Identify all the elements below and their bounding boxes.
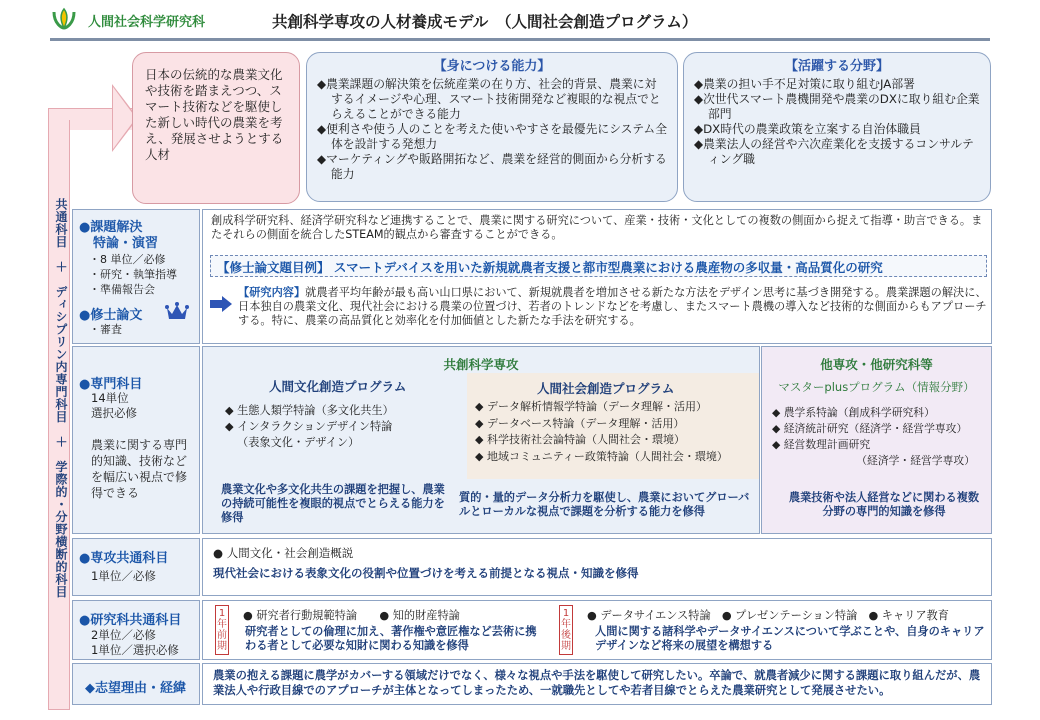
crown-icon (165, 302, 189, 322)
major-common-label (72, 538, 200, 596)
prog2-list (475, 399, 728, 465)
prog1-title: 人間文化創造プログラム (269, 379, 407, 394)
specialty-title: ●専門科目 (79, 377, 143, 392)
school-common-sub1: 2単位／必修 (91, 628, 156, 642)
prog1-item: ◆ 生態人類学特論（多文化共生） (225, 404, 394, 417)
thesis-sub-item: ・研究・執筆指導 (89, 268, 177, 281)
field-item: ◆農業の担い手不足対策に取り組むJA部署 (694, 77, 915, 91)
prog1-list (225, 403, 394, 451)
prog1-summary: 農業文化や多文化共生の課題を把握し、農業の持続可能性を複眼的視点でとらえる能力を修得 (221, 483, 445, 524)
prog2-item: ◆ 地域コミュニティー政策特論（人間社会・環境） (475, 449, 728, 463)
ability-item: ◆便利さや使う人のことを考えた使いやすさを最優先にシステム全体を設計する発想力 (317, 122, 668, 151)
thesis-sub-list (89, 252, 177, 297)
specialty-label (72, 346, 200, 534)
motivation-text: 農業の抱える課題に農学がカバーする領域だけでなく、様々な視点や手法を駆使して研究したい。卒論で、就農者減少に関する課題に取り組んだが、農業法人や行政目線でのアプローチが主体となってしまったため、一就職先としてや若者目線でとらえた農業研究として発展させたい。 (213, 669, 981, 697)
term-tag-1: 1年前期 (215, 605, 229, 655)
term2-summary: 人間に関する諸科学やデータサイエンスについて学ぶことや、自身のキャリアデザインなど将来の展望を構想する (595, 625, 985, 652)
arrow-right-icon (210, 296, 232, 312)
fields-box (683, 52, 991, 202)
thesis-label (72, 209, 200, 344)
intro-text: 日本の伝統的な農業文化や技術を踏まえつつ、スマート技術などを駆使した新しい時代の農業を考え、発展させようとする人材 (145, 67, 284, 162)
specialty-desc: 農業に関する専門的知識、技術などを幅広い視点で修得できる (91, 438, 188, 500)
term1-items: ● 研究者行動規範特論 ● 知的財産特論 (243, 609, 460, 622)
prog2-summary: 質的・量的データ分析力を駆使し、農業においてグローバルとローカルな視点で課題を分析する能力を修得 (459, 491, 750, 518)
other-title: 他専攻・他研究科等 (820, 357, 933, 372)
unit-name: 人間社会科学研究科 (88, 15, 206, 30)
thesis-sub-2: ・審査 (89, 323, 122, 336)
abilities-box (306, 52, 678, 202)
major-common-sub: 1単位／必修 (91, 569, 156, 583)
left-band-text: 共通科目 ＋ ディシプリン内専門科目 ＋ 学際的・分野横断的科目 (54, 198, 68, 598)
thesis-content-label: 【研究内容】 (238, 286, 306, 299)
other-sub: マスターplusプログラム（情報分野） (778, 380, 975, 394)
major-common-item: ● 人間文化・社会創造概説 (213, 546, 354, 560)
thesis-title-1: ●課題解決 (79, 220, 143, 235)
prog2-item: ◆ データ解析情報学特論（データ理解・活用） (475, 400, 707, 413)
other-summary: 農業技術や法人経営などに関わる複数分野の専門的知識を修得 (788, 491, 980, 518)
header-divider (50, 38, 990, 41)
thesis-sub-item: ・準備報告会 (89, 283, 155, 296)
prog1-item: ◆ インタラクションデザイン特論 (225, 420, 393, 433)
major-common-body (202, 538, 992, 596)
specialty-req: 選択必修 (91, 406, 137, 420)
ability-item: ◆農業課題の解決策を伝統産業の在り方、社会的背景、農業に対するイメージや心理、スマート技術開発など複眼的な視点でとらえることができる能力 (317, 77, 661, 121)
field-item: ◆農業法人の経営や六次産業化を支援するコンサルティング職 (694, 137, 974, 166)
thesis-desc: 創成科学研究科、経済学研究科など連携することで、農業に関する研究について、産業・技術・文化としての複数の側面から捉えて指導・助言できる。またそれらの側面を統合したSTEAM的観点から審査することができる。 (211, 214, 983, 241)
term-tag-2: 1年後期 (559, 605, 573, 655)
major-common-title: ●専攻共通科目 (79, 551, 169, 566)
prog2-item: ◆ データベース特論（データ理解・活用） (475, 416, 685, 430)
other-item: （経済学・経営学専攻） (856, 454, 975, 467)
motivation-body (202, 663, 992, 705)
abilities-title: 【身につける能力】 (433, 59, 551, 74)
other-item: ◆ 経営数理計画研究 (772, 438, 871, 451)
field-item: ◆次世代スマート農機開発や農業のDXに取り組む企業部門 (694, 92, 980, 121)
school-common-sub2: 1単位／選択必修 (91, 643, 179, 657)
term2-items: ● データサイエンス特論 ● プレゼンテーション特論 ● キャリア教育 (587, 609, 949, 622)
school-common-body (202, 600, 992, 660)
field-item: ◆DX時代の農業政策を立案する自治体職員 (694, 122, 921, 136)
thesis-sub-item: ・8 単位／必修 (89, 253, 166, 266)
major-common-summary: 現代社会における表象文化の役割や位置づけを考える前提となる視点・知識を修得 (213, 566, 639, 580)
thesis-content-text: 就農者平均年齢が最も高い山口県において、新規就農者を増加させる新たな方法をデザイン思考に基づき開発する。農業課題の解決に、日本独自の農業文化、現代社会における農業の位置づけ、若者のトレンドなどを考慮し、またスマート農機の導入など技術的な側面からもアプローチする。特に、農業の高品質化と効率化を付加価値とした新たな手法を研究する。 (238, 286, 987, 327)
ability-item: ◆マーケティングや販路開拓など、農業を経営的側面から分析する能力 (317, 152, 667, 181)
fields-title: 【活躍する分野】 (784, 59, 889, 74)
thesis-theme: 【修士論文題目例】 スマートデバイスを用いた新規就農者支援と都市型農業における農産物の多収量・高品質化の研究 (210, 255, 987, 277)
specialty-main-title: 共創科学専攻 (443, 357, 519, 372)
intro-box (132, 52, 300, 204)
logo-icon (50, 6, 78, 30)
other-item: ◆ 農学系特論（創成科学研究科） (772, 406, 935, 419)
specialty-main (202, 346, 760, 534)
page-title: 共創科学専攻の人材養成モデル （人間社会創造プログラム） (272, 13, 698, 31)
thesis-title-3: ●修士論文 (79, 308, 143, 323)
other-item: ◆ 経済統計研究（経済学・経営学専攻） (772, 422, 968, 435)
thesis-title-2: 特論・演習 (93, 236, 159, 251)
other-programs (761, 346, 992, 534)
other-list (772, 405, 987, 469)
school-common-title: ●研究科共通科目 (79, 613, 182, 628)
thesis-content (238, 286, 990, 328)
term1-summary: 研究者としての倫理に加え、著作権や意匠権など芸術に携わる者として必要な知財に関わる知識を修得 (245, 625, 537, 652)
prog2-item: ◆ 科学技術社会論特論（人間社会・環境） (475, 433, 685, 446)
motivation-title: ◆志望理由・経緯 (85, 681, 186, 696)
specialty-units: 14単位 (91, 391, 129, 405)
school-common-label (72, 600, 200, 660)
prog2-title: 人間社会創造プログラム (537, 381, 675, 396)
prog1-item: （表象文化・デザイン） (237, 436, 360, 449)
motivation-label (72, 663, 200, 705)
